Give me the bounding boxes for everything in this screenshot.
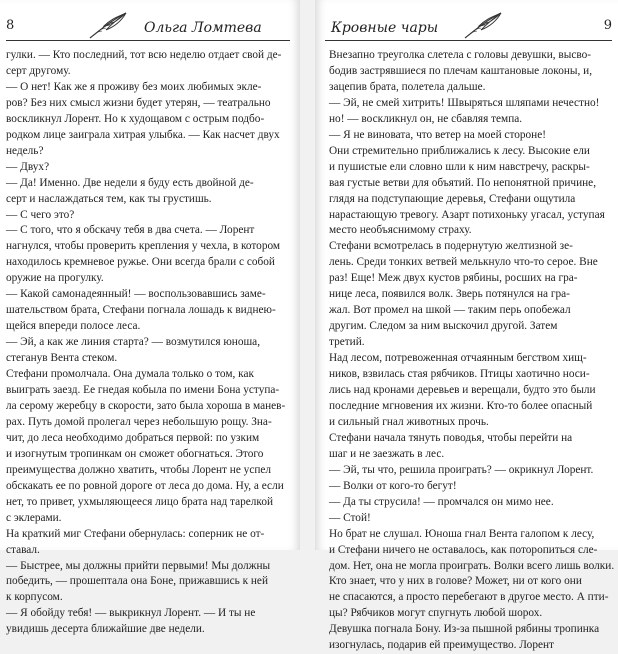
left-page	[0, 0, 300, 636]
text-line: преимущества должно хватить, чтобы Лорент не успел	[6, 463, 272, 476]
text-line: — О нет! Как же я проживу без моих любимых эклe-	[6, 80, 262, 93]
text-line: Стефани начала тянуть поводья, чтобы перейти на	[329, 431, 573, 444]
left-page-header	[6, 10, 290, 44]
text-line: Над лесом, потревоженная отчаянным бегством хищ-	[329, 352, 587, 365]
text-line: — Эй, не смей хитрить! Швыряться шляпами нечестно!	[329, 96, 600, 109]
text-line: третий.	[329, 336, 365, 349]
text-line: гулки. — Кто последний, тот всю неделю отдает свой де-	[6, 49, 282, 61]
text-line: последние мгновения их жизни. Кто-то более опасный	[329, 399, 593, 412]
text-line: лень. Среди тонких ветвей мелькнуло что-то серое. Вне	[329, 256, 598, 269]
text-line: Стефани всмотрелась в подернутую желтизной зе-	[329, 240, 573, 253]
text-line: не спасаются, а просто перебегают в другое место. А пти-	[329, 591, 609, 604]
text-line: — Какой самонадеянный! — воспользовавшись заме-	[6, 288, 266, 301]
text-line: изогнулась, подарив ей преимущество. Лорент	[329, 639, 554, 652]
text-line: Но брат не слушал. Юноша гнал Вента галопом к лесу,	[329, 527, 595, 540]
text-line: — Эй, а как же линия старта? — возмутился юноша,	[6, 336, 261, 349]
text-line: Стефани промолчала. Она думала только о том, как	[6, 368, 254, 381]
text-line: вая густые ветви для объятий. По непонятной причине,	[329, 176, 597, 189]
text-line: — Я не виновата, что ветер на моей стороне!	[329, 128, 547, 141]
text-line: воскликнул Лорент. Но к худощавом с острым подбо-	[6, 112, 265, 125]
text-line: бодив застрявшиеся по плечам каштановые локоны, и,	[329, 64, 593, 77]
running-title: Кровные чары	[331, 20, 439, 36]
text-line: находилось кремневое ружье. Они всегда брали с собой	[6, 256, 275, 269]
text-line: с эклерами.	[6, 511, 62, 524]
text-line: цы? Рябчиков могут спугнуть любой шорох.	[329, 607, 543, 620]
text-line: нице леса, появился волк. Зверь потянулся на гра-	[329, 288, 570, 301]
right-page-header	[325, 10, 612, 44]
text-line: — Я обойду тебя! — выкрикнул Лорент. — И ты не	[6, 607, 256, 620]
text-line: увидишь десерта ближайшие две недели.	[6, 623, 205, 636]
text-line: — Быстрее, мы должны прийти первыми! Мы должны	[6, 559, 271, 572]
text-line: дом. Нет, она не могла проиграть. Волки всего лишь волки.	[329, 559, 615, 572]
text-line: — С того, что я обскачу тебя в два счета. — Лорент	[6, 224, 255, 237]
text-line: — Волки от кого-то бегут!	[329, 479, 457, 492]
text-line: — Эй, ты что, решила проиграть? — окрикнул Лорент.	[329, 463, 594, 476]
text-line: ла серому жеребцу в скорости, зато была хороша в манев-	[6, 399, 286, 412]
text-line: и изогнутым тропинкам он сможет обогнаться. Этого	[6, 447, 264, 460]
text-line: стеганув Вента стеком.	[6, 352, 118, 365]
text-line: нагнулся, чтобы проверить крепления у чехла, в котором	[6, 240, 281, 253]
text-line: обскакать ее по ровной дороге от леса до дома. Ну, а если	[6, 479, 284, 492]
text-line: к корпусом.	[6, 591, 63, 604]
text-line: родком лице заиграла хитрая улыбка. — Как насчет двух	[6, 128, 280, 141]
text-line: — Стой!	[329, 511, 371, 524]
text-line: Внезапно треуголка слетела с головы девушки, высво-	[329, 49, 592, 61]
text-line: — Двух?	[6, 160, 50, 173]
text-line: рах. Путь домой пролегал через небольшую рощу. Зна-	[6, 415, 272, 428]
text-line: шаг и не заезжать в лес.	[329, 447, 445, 460]
text-line: лись над кронами деревьев и верещали, будто это были	[329, 384, 596, 397]
text-line: но! — воскликнул он, не сбавляя темпа.	[329, 112, 523, 125]
page-number: 8	[6, 18, 15, 33]
running-title: Ольга Ломтева	[144, 20, 262, 36]
text-line: другим. Следом за ним выскочил другой. Затем	[329, 320, 558, 333]
text-line: и Стефани ничего не оставалось, как поторопиться сле-	[329, 543, 598, 556]
text-line: — С чего это?	[6, 208, 75, 221]
text-line: зацепив брата, полетела дальше.	[329, 80, 486, 93]
text-line: Они стремительно приближались к лесу. Высокие ели	[329, 144, 590, 157]
text-line: ставал.	[6, 543, 40, 556]
feather-icon	[461, 10, 505, 42]
text-line: Девушка погнала Бону. Из-за пышной рябины тропинка	[329, 623, 600, 636]
text-line: раз! Еще! Меж двух кустов рябины, росших на гра-	[329, 272, 578, 285]
text-line: недель?	[6, 144, 44, 157]
text-line: ров? Без них смысл жизни будет утерян, — театрально	[6, 96, 271, 109]
header-rule	[6, 40, 290, 41]
text-line: Кто знает, что у них в голове? Может, ни от кого они	[329, 575, 582, 588]
text-line: серт другому.	[6, 64, 71, 77]
text-line: чит, до леса необходимо добраться первой: по узким	[6, 431, 260, 444]
header-rule	[325, 40, 612, 41]
text-line: жал. Вот промел на шкой — таким перь опобежал	[329, 304, 571, 317]
text-line: оружие на прогулку.	[6, 272, 104, 285]
text-line: На краткий миг Стефани обернулась: соперник не от-	[6, 527, 265, 540]
right-page-text	[329, 48, 613, 654]
text-line: нарастающую тревогу. Азарт потихоньку угасал, уступая	[329, 208, 605, 221]
text-line: место необъяснимому страху.	[329, 224, 472, 237]
text-line: и сильный гнал животных прочь.	[329, 415, 489, 428]
text-line: выиграть заезд. Ее гнедая кобыла по имени Бона уступа-	[6, 384, 280, 397]
text-line: глядя на подступающие деревья, Стефани ощутила	[329, 192, 576, 205]
feather-icon	[86, 10, 130, 42]
text-line: ников, взвилась стая рябчиков. Птицы хаотично носи-	[329, 368, 590, 381]
page-number: 9	[603, 18, 612, 33]
text-line: победить, — прошептала она Боне, прижавшись к ней	[6, 575, 268, 588]
left-page-text	[6, 48, 286, 638]
text-line: нет, то привет, ухмыляющееся лицо брата над тарелкой	[6, 495, 274, 508]
text-line: — Да! Именно. Две недели я буду есть двойной де-	[6, 176, 254, 189]
right-page	[315, 0, 618, 652]
text-line: — Да ты струсила! — промчался он мимо нее.	[329, 495, 554, 508]
text-line: серт и наслаждаться тем, как ты грустишь.	[6, 192, 212, 205]
text-line: и пушистые ели словно шли к ним навстречу, раскры-	[329, 160, 590, 173]
text-line: шательством брата, Стефани погнала лошадь к виднею-	[6, 304, 276, 317]
text-line: щейся впереди полосе леса.	[6, 320, 141, 333]
